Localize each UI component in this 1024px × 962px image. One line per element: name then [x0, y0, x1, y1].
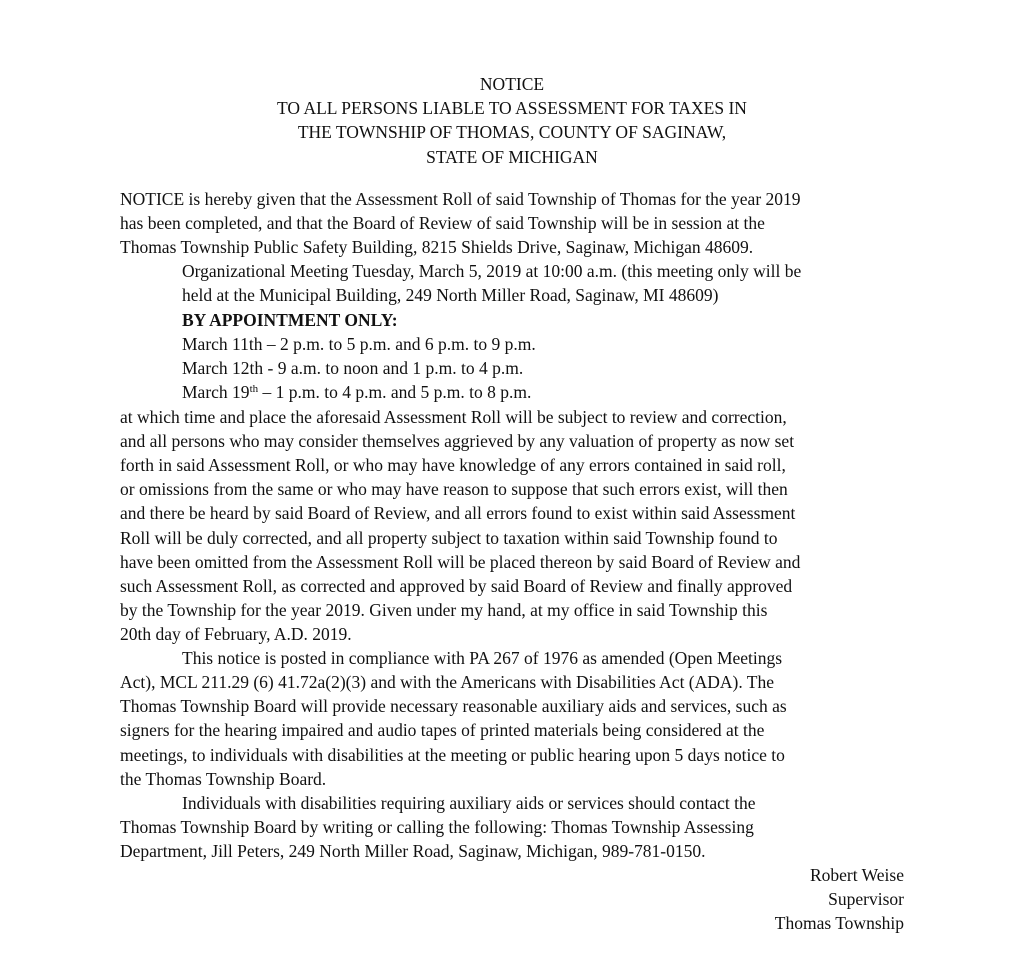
intro-line-2: has been completed, and that the Board of Review of said Township will be in session at the — [120, 213, 765, 233]
signature-name: Robert Weise — [809, 865, 904, 885]
compliance-line-4: signers for the hearing impaired and audio tapes of printed materials being considered at the — [120, 720, 765, 740]
body-line-2: and all persons who may consider themselves aggrieved by any valuation of property as now set — [120, 431, 795, 451]
notice-heading — [120, 72, 904, 169]
heading-line-4: STATE OF MICHIGAN — [426, 146, 598, 167]
body-line-1: at which time and place the aforesaid Assessment Roll will be subject to review and correction, — [120, 407, 787, 427]
heading-line-3: THE TOWNSHIP OF THOMAS, COUNTY OF SAGINAW, — [297, 122, 727, 143]
compliance-line-5: meetings, to individuals with disabilities at the meeting or public hearing upon 5 days notice to — [120, 745, 785, 765]
appointment-title: BY APPOINTMENT ONLY: — [182, 310, 398, 330]
intro-line-3: Thomas Township Public Safety Building, 8215 Shields Drive, Saginaw, Michigan 48609. — [120, 237, 754, 257]
body-line-5: and there be heard by said Board of Review, and all errors found to exist within said Assessment — [120, 503, 796, 523]
appointment-date-3 — [182, 380, 531, 404]
appointment-date-3-suffix: th — [249, 383, 259, 395]
compliance-line-2: Act), MCL 211.29 (6) 41.72a(2)(3) and with the Americans with Disabilities Act (ADA). The — [120, 672, 775, 692]
compliance-line-3: Thomas Township Board will provide necessary reasonable auxiliary aids and services, such as — [120, 696, 787, 716]
contact-line-1: Individuals with disabilities requiring auxiliary aids or services should contact the — [182, 793, 756, 813]
appointment-date-1: March 11th – 2 p.m. to 5 p.m. and 6 p.m. to 9 p.m. — [182, 334, 536, 354]
body-line-9: by the Township for the year 2019. Given under my hand, at my office in said Township this — [120, 600, 768, 620]
contact-line-2: Thomas Township Board by writing or calling the following: Thomas Township Assessing — [120, 817, 754, 837]
body-line-10: 20th day of February, A.D. 2019. — [120, 624, 352, 644]
body-line-3: forth in said Assessment Roll, or who may have knowledge of any errors contained in said roll, — [120, 455, 786, 475]
intro-line-1: NOTICE is hereby given that the Assessment Roll of said Township of Thomas for the year 2019 — [120, 189, 801, 209]
heading-line-2: TO ALL PERSONS LIABLE TO ASSESSMENT FOR TAXES IN — [277, 98, 747, 119]
heading-line-1: NOTICE — [479, 74, 545, 94]
body-line-4: or omissions from the same or who may have reason to suppose that such errors exist, will then — [120, 479, 788, 499]
contact-line-3: Department, Jill Peters, 249 North Miller Road, Saginaw, Michigan, 989-781-0150. — [120, 841, 706, 861]
appointment-date-3-day: March 19 — [182, 382, 250, 402]
signature-org: Thomas Township — [774, 913, 904, 933]
compliance-line-1: This notice is posted in compliance with PA 267 of 1976 as amended (Open Meetings — [182, 648, 783, 668]
appointment-date-3-times: – 1 p.m. to 4 p.m. and 5 p.m. to 8 p.m. — [258, 382, 532, 402]
organizational-line-1: Organizational Meeting Tuesday, March 5, 2019 at 10:00 a.m. (this meeting only will be — [182, 261, 802, 281]
compliance-line-6: the Thomas Township Board. — [120, 769, 327, 789]
body-line-6: Roll will be duly corrected, and all property subject to taxation within said Township found to — [120, 528, 778, 548]
organizational-line-2: held at the Municipal Building, 249 North Miller Road, Saginaw, MI 48609) — [182, 285, 719, 305]
appointment-date-2: March 12th - 9 a.m. to noon and 1 p.m. to 4 p.m. — [182, 358, 524, 378]
signature-title: Supervisor — [828, 889, 904, 909]
body-line-7: have been omitted from the Assessment Roll will be placed thereon by said Board of Review and — [120, 552, 801, 572]
body-line-8: such Assessment Roll, as corrected and approved by said Board of Review and finally approved — [120, 576, 793, 596]
